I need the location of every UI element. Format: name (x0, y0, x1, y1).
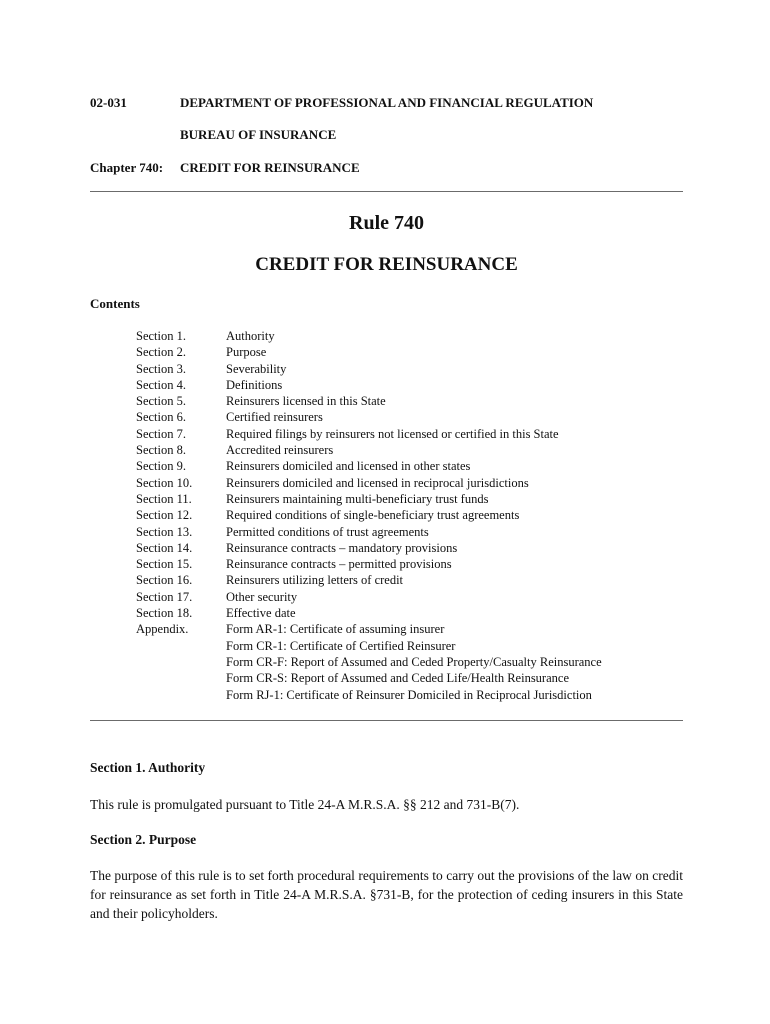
toc-section-title: Authority (226, 329, 275, 343)
toc-section-number: Section 1. (136, 329, 186, 343)
toc-section-number: Section 9. (136, 459, 186, 474)
toc-section-title: Reinsurers maintaining multi-beneficiary trust funds (226, 491, 489, 506)
toc-section-number: Section 16. (136, 573, 193, 588)
rule-number-title: Rule 740 (349, 212, 424, 234)
toc-item (136, 361, 676, 377)
toc-section-number: Section 15. (136, 557, 193, 572)
toc-item (136, 475, 676, 491)
toc-section-number: Section 7. (136, 426, 186, 441)
toc-item (136, 458, 676, 474)
toc-item (136, 409, 676, 425)
toc-item (136, 621, 676, 637)
department-name: DEPARTMENT OF PROFESSIONAL AND FINANCIAL REGULATION (180, 95, 594, 110)
section-1-heading: Section 1. Authority (90, 760, 206, 775)
toc-section-number: Section 11. (136, 491, 192, 506)
toc-item (136, 654, 676, 670)
toc-section-title: Required filings by reinsurers not licensed or certified in this State (226, 426, 559, 441)
toc-item (136, 589, 676, 605)
toc-section-title: Form AR-1: Certificate of assuming insurer (226, 622, 445, 637)
toc-section-title: Permitted conditions of trust agreements (226, 524, 429, 539)
section-2-text: The purpose of this rule is to set forth procedural requirements to carry out the provisions of the law on credit for reinsurance as set forth in Title 24-A M.R.S.A. §731-B, for the protection of ceding insurers in this State and their policyholders. (90, 868, 683, 921)
toc-section-title: Reinsurance contracts – permitted provisions (226, 557, 452, 572)
toc-section-number: Section 18. (136, 606, 193, 621)
document-page (90, 0, 683, 1024)
toc-item (136, 426, 676, 442)
toc-section-number: Section 5. (136, 394, 186, 409)
toc-section-title: Reinsurers domiciled and licensed in other states (226, 459, 471, 474)
toc-item (136, 344, 676, 360)
toc-item (136, 670, 676, 686)
toc-section-title: Definitions (226, 377, 283, 392)
toc-item (136, 377, 676, 393)
header-divider (90, 191, 683, 192)
toc-item (136, 572, 676, 588)
bureau-name: BUREAU OF INSURANCE (180, 127, 337, 142)
agency-code: 02-031 (90, 95, 127, 110)
toc-section-title: Form CR-F: Report of Assumed and Ceded Property/Casualty Reinsurance (226, 654, 602, 669)
toc-item (136, 540, 676, 556)
rule-name-title: CREDIT FOR REINSURANCE (255, 254, 518, 275)
chapter-label: Chapter 740: (90, 160, 164, 175)
toc-item (136, 687, 676, 703)
toc-item (136, 638, 676, 654)
toc-section-title: Other security (226, 589, 298, 604)
toc-item (136, 605, 676, 621)
toc-section-number: Appendix. (136, 622, 189, 637)
toc-section-number: Section 8. (136, 443, 186, 458)
toc-section-title: Form RJ-1: Certificate of Reinsurer Domiciled in Reciprocal Jurisdiction (226, 687, 592, 702)
toc-section-title: Purpose (226, 345, 267, 360)
table-of-contents (136, 328, 676, 703)
toc-section-number: Section 13. (136, 524, 193, 539)
toc-section-title: Certified reinsurers (226, 410, 323, 425)
toc-section-title: Form CR-1: Certificate of Certified Reinsurer (226, 638, 456, 653)
toc-section-number: Section 4. (136, 377, 186, 392)
toc-item (136, 507, 676, 523)
toc-section-number: Section 17. (136, 589, 193, 604)
toc-section-number: Section 14. (136, 540, 193, 555)
toc-item (136, 524, 676, 540)
toc-section-title: Severability (226, 361, 287, 376)
toc-section-title: Effective date (226, 606, 296, 621)
toc-item (136, 442, 676, 458)
contents-heading: Contents (90, 296, 140, 311)
toc-item (136, 491, 676, 507)
toc-section-title: Reinsurers licensed in this State (226, 394, 386, 409)
toc-section-number: Section 3. (136, 361, 186, 376)
section-2-heading: Section 2. Purpose (90, 832, 197, 847)
toc-section-number: Section 12. (136, 508, 193, 523)
toc-section-title: Accredited reinsurers (226, 443, 334, 458)
toc-item (136, 393, 676, 409)
toc-section-title: Reinsurance contracts – mandatory provisions (226, 540, 458, 555)
toc-item (136, 328, 676, 344)
toc-section-number: Section 2. (136, 345, 186, 360)
contents-divider (90, 720, 683, 721)
toc-section-title: Reinsurers utilizing letters of credit (226, 573, 404, 588)
toc-section-title: Required conditions of single-beneficiary trust agreements (226, 508, 520, 523)
section-1-text: This rule is promulgated pursuant to Title 24-A M.R.S.A. §§ 212 and 731-B(7). (90, 797, 520, 812)
toc-item (136, 556, 676, 572)
chapter-title: CREDIT FOR REINSURANCE (180, 160, 360, 175)
toc-section-number: Section 6. (136, 410, 186, 425)
toc-section-title: Form CR-S: Report of Assumed and Ceded Life/Health Reinsurance (226, 671, 569, 686)
toc-section-title: Reinsurers domiciled and licensed in reciprocal jurisdictions (226, 475, 529, 490)
toc-section-number: Section 10. (136, 475, 193, 490)
